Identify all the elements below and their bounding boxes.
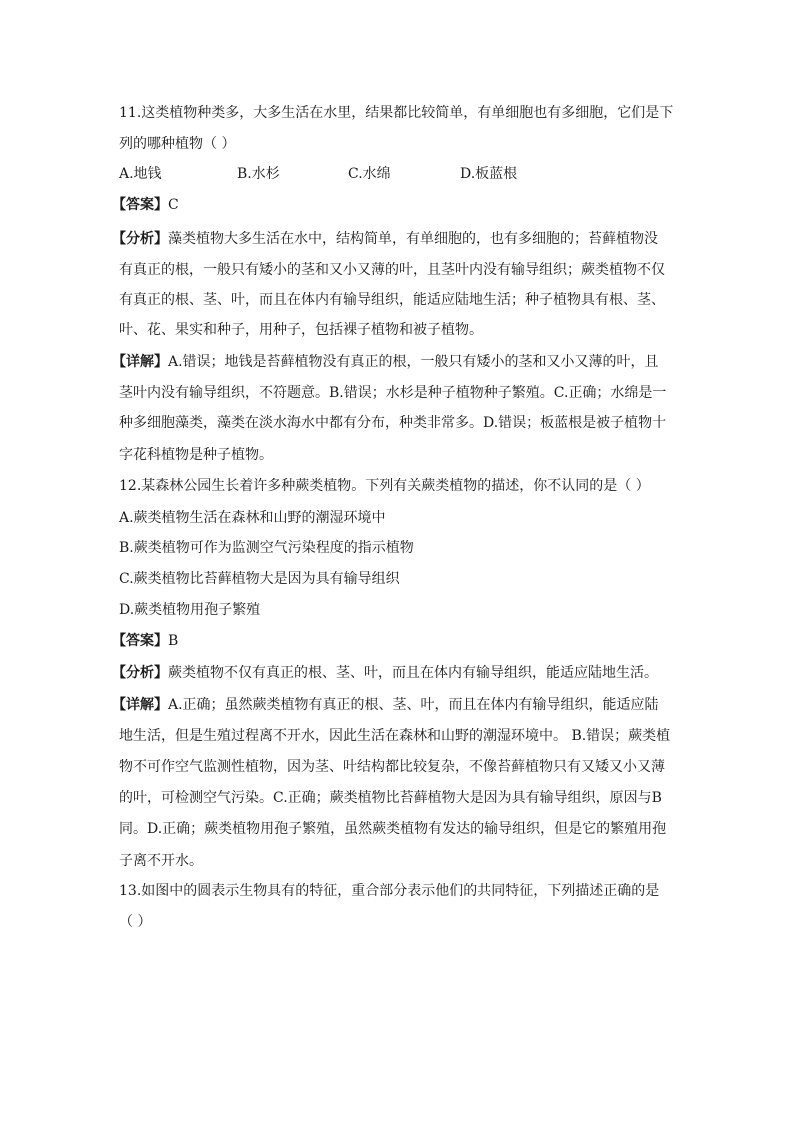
q11-answer-tag: 【答案】 (112, 197, 168, 213)
q11-answer (112, 195, 672, 215)
q12-option-a: A.蕨类植物生活在森林和山野的潮湿环境中 (119, 510, 386, 526)
q12-detail-line-2: 地生活，但是生殖过程离不开水，因此生活在森林和山野的潮湿环境中。 B.错误；蕨类植 (119, 728, 671, 744)
q11-detail-line-1 (112, 352, 672, 372)
q11-detail-line-3: 种多细胞藻类，藻类在淡水海水中都有分布，种类非常多。D.错误；板蓝根是被子植物十 (119, 415, 667, 431)
q11-answer-value: C (168, 197, 179, 213)
q12-analysis-tag: 【分析】 (112, 665, 168, 681)
q12-detail-line-3: 物不可作空气监测性植物，因为茎、叶结构都比较复杂，不像苔藓植物只有又矮又小又薄 (119, 759, 665, 775)
q12-stem: 12.某森林公园生长着许多种蕨类植物。下列有关蕨类植物的描述，你不认同的是（ ） (119, 478, 650, 494)
q12-analysis (112, 663, 672, 683)
q11-option-d: D.板蓝根 (460, 166, 518, 182)
q12-detail-line-5: 同。D.正确；蕨类植物用孢子繁殖，虽然蕨类植物有发达的输导组织，但是它的繁殖用孢 (119, 821, 667, 837)
q11-analysis-tag: 【分析】 (112, 231, 168, 247)
q12-answer-value: B (168, 633, 179, 649)
q11-stem-line-2: 列的哪种植物（ ） (119, 136, 236, 152)
q12-detail-line-6: 子离不开水。 (119, 853, 203, 869)
q11-stem-line-1: 11.这类植物种类多，大多生活在水里，结果都比较简单，有单细胞也有多细胞，它们是下 (119, 105, 674, 121)
q11-detail-line-4: 字花科植物是种子植物。 (119, 447, 273, 463)
q12-option-d: D.蕨类植物用孢子繁殖 (119, 602, 261, 618)
q11-analysis-text-1: 藻类植物大多生活在水中，结构简单，有单细胞的，也有多细胞的；苔藓植物没 (168, 231, 658, 247)
q12-option-b: B.蕨类植物可作为监测空气污染程度的指示植物 (119, 540, 414, 556)
q12-answer (112, 631, 672, 651)
q11-option-c: C.水绵 (348, 166, 391, 182)
q11-analysis-line-3: 有真正的根、茎、叶，而且在体内有输导组织，能适应陆地生活；种子植物具有根、茎、 (119, 292, 665, 308)
q12-detail-tag: 【详解】 (112, 697, 168, 713)
q12-detail-text-1: A.正确；虽然蕨类植物有真正的根、茎、叶，而且在体内有输导组织，能适应陆 (168, 697, 659, 713)
q13-stem-line-2: （ ） (119, 914, 152, 930)
q11-detail-line-2: 茎叶内没有输导组织，不符题意。B.错误；水杉是种子植物种子繁殖。C.正确；水绵是一 (119, 385, 667, 401)
q12-detail-line-1 (112, 695, 672, 715)
q12-option-c: C.蕨类植物比苔藓植物大是因为具有输导组织 (119, 571, 400, 587)
q11-option-b: B.水杉 (237, 166, 280, 182)
q12-analysis-text: 蕨类植物不仅有真正的根、茎、叶，而且在体内有输导组织，能适应陆地生活。 (168, 665, 658, 681)
q13-stem-line-1: 13.如图中的圆表示生物具有的特征，重合部分表示他们的共同特征，下列描述正确的是 (119, 883, 660, 899)
q11-detail-text-1: A.错误；地钱是苔藓植物没有真正的根，一般只有矮小的茎和又小又薄的叶，且 (168, 354, 659, 370)
q11-analysis-line-4: 叶、花、果实和种子，用种子，包括裸子植物和被子植物。 (119, 322, 483, 338)
q12-detail-line-4: 的叶，可检测空气污染。C.正确；蕨类植物比苔藓植物大是因为具有输导组织，原因与B (119, 790, 662, 806)
q11-analysis-line-1 (112, 229, 672, 249)
q11-detail-tag: 【详解】 (112, 354, 168, 370)
q11-analysis-line-2: 有真正的根，一般只有矮小的茎和又小又薄的叶，且茎叶内没有输导组织；蕨类植物不仅 (119, 262, 665, 278)
q12-answer-tag: 【答案】 (112, 633, 168, 649)
q11-option-a: A.地钱 (119, 166, 162, 182)
